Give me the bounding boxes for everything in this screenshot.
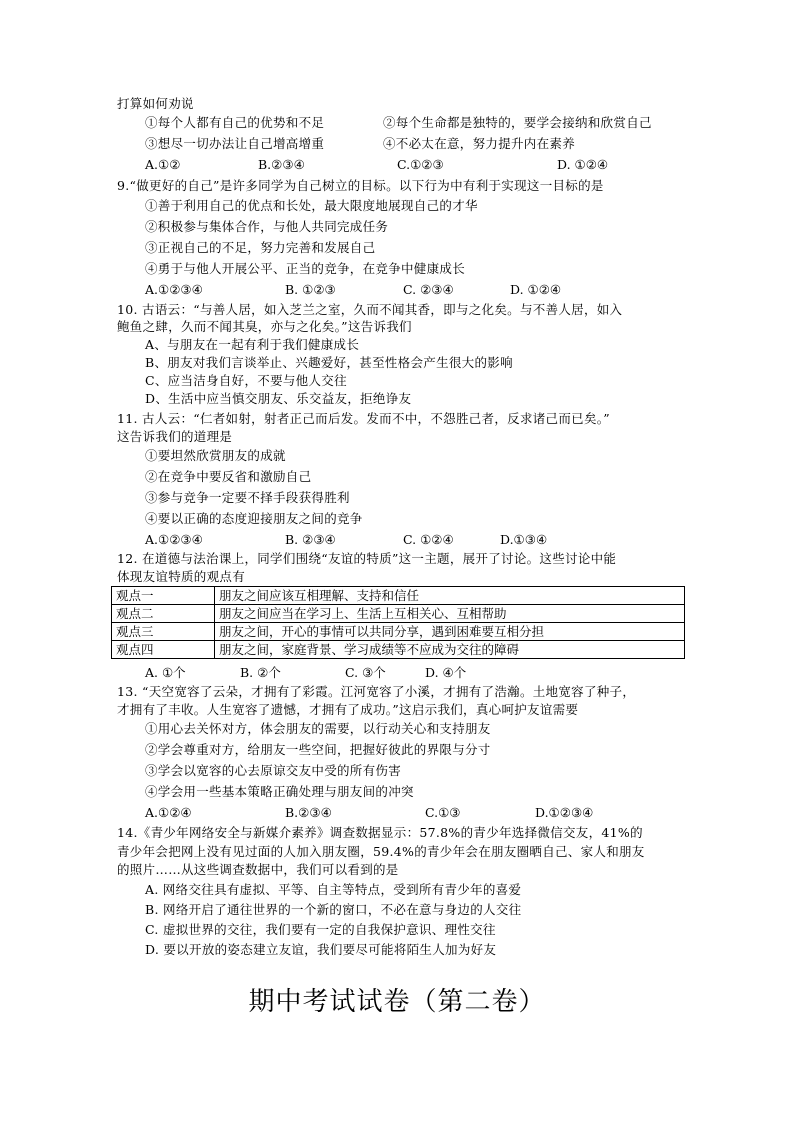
q13-option-b: B.②③④ bbox=[285, 805, 332, 820]
q12-option-d: D. ④个 bbox=[425, 665, 467, 680]
q8-item-3: ③想尽一切办法让自己增高增重 bbox=[145, 136, 325, 151]
q12-stem-line-1: 12. 在道德与法治课上，同学们围绕“友谊的特质”这一主题，展开了讨论。这些讨论中能 bbox=[117, 551, 617, 566]
intro-line: 打算如何劝说 bbox=[117, 96, 194, 111]
q8-item-2: ②每个生命都是独特的，要学会接纳和欣赏自己 bbox=[383, 115, 652, 130]
table-row bbox=[112, 587, 685, 605]
q11-stem-line-2: 这告诉我们的道理是 bbox=[117, 429, 233, 444]
q9-item-4: ④勇于与他人开展公平、正当的竞争，在竞争中健康成长 bbox=[145, 261, 466, 276]
q9-item-2: ②积极参与集体合作，与他人共同完成任务 bbox=[145, 219, 389, 234]
q9-option-b: B. ①②③ bbox=[285, 282, 336, 297]
table-row bbox=[112, 623, 685, 641]
q13-item-3: ③学会以宽容的心去原谅交友中受的所有伤害 bbox=[145, 763, 402, 778]
q14-option-b: B. 网络开启了通往世界的一个新的窗口，不必在意与身边的人交往 bbox=[145, 902, 522, 917]
q10-stem-line-1: 10. 古语云：“与善人居，如入芝兰之室，久而不闻其香，即与之化矣。与不善人居，如入 bbox=[117, 302, 623, 317]
q13-option-c: C.①③ bbox=[425, 805, 461, 820]
q10-option-c: C、应当洁身自好，不要与他人交往 bbox=[145, 373, 347, 388]
q13-item-1: ①用心去关怀对方，体会朋友的需要，以行动关心和支持朋友 bbox=[145, 721, 491, 736]
q11-item-2: ②在竞争中要反省和激励自己 bbox=[145, 469, 312, 484]
q11-item-4: ④要以正确的态度迎接朋友之间的竞争 bbox=[145, 511, 363, 526]
q8-option-d: D. ①②④ bbox=[557, 157, 609, 172]
viewpoint-text: 朋友之间，开心的事情可以共同分享，遇到困难要互相分担 bbox=[215, 623, 685, 641]
section-title: 期中考试试卷（第二卷） bbox=[248, 987, 546, 1017]
q8-option-c: C.①②③ bbox=[397, 157, 444, 172]
q12-option-b: B. ②个 bbox=[240, 665, 281, 680]
q13-option-a: A.①②④ bbox=[145, 805, 192, 820]
viewpoint-text: 朋友之间，家庭背景、学习成绩等不应成为交往的障碍 bbox=[215, 641, 685, 659]
table-row bbox=[112, 605, 685, 623]
q10-option-a: A、与朋友在一起有利于我们健康成长 bbox=[145, 337, 360, 352]
viewpoint-label: 观点二 bbox=[112, 605, 215, 623]
q9-item-3: ③正视自己的不足，努力完善和发展自己 bbox=[145, 240, 376, 255]
q14-option-a: A. 网络交往具有虚拟、平等、自主等特点，受到所有青少年的喜爱 bbox=[145, 882, 522, 897]
q14-option-c: C. 虚拟世界的交往，我们要有一定的自我保护意识、理性交往 bbox=[145, 922, 496, 937]
q14-option-d: D. 要以开放的姿态建立友谊，我们要尽可能将陌生人加为好友 bbox=[145, 942, 497, 957]
q10-option-b: B、朋友对我们言谈举止、兴趣爱好，甚至性格会产生很大的影响 bbox=[145, 355, 513, 370]
q11-option-b: B. ②③④ bbox=[285, 532, 336, 547]
q8-item-1: ①每个人都有自己的优势和不足 bbox=[145, 115, 325, 130]
viewpoint-label: 观点三 bbox=[112, 623, 215, 641]
q14-stem-line-1: 14.《青少年网络安全与新媒介素养》调查数据显示：57.8%的青少年选择微信交友，41%的 bbox=[117, 825, 643, 840]
q9-option-d: D. ①②④ bbox=[510, 282, 562, 297]
viewpoint-label: 观点一 bbox=[112, 587, 215, 605]
q13-item-2: ②学会尊重对方，给朋友一些空间，把握好彼此的界限与分寸 bbox=[145, 742, 491, 757]
q13-option-d: D.①②③④ bbox=[535, 805, 594, 820]
q13-item-4: ④学会用一些基本策略正确处理与朋友间的冲突 bbox=[145, 784, 414, 799]
q9-item-1: ①善于利用自己的优点和长处，最大限度地展现自己的才华 bbox=[145, 198, 478, 213]
q9-stem: 9.“做更好的自己”是许多同学为自己树立的目标。以下行为中有利于实现这一目标的是 bbox=[117, 178, 604, 193]
viewpoints-table bbox=[111, 586, 685, 659]
q14-stem-line-2: 青少年会把网上没有见过面的人加入朋友圈，59.4%的青少年会在朋友圈晒自己、家人和朋友 bbox=[117, 844, 645, 859]
q11-item-1: ①要坦然欣赏朋友的成就 bbox=[145, 448, 286, 463]
q9-option-a: A.①②③④ bbox=[145, 282, 203, 297]
q12-stem-line-2: 体现友谊特质的观点有 bbox=[117, 569, 246, 584]
q14-stem-line-3: 的照片……从这些调查数据中，我们可以看到的是 bbox=[117, 862, 399, 877]
q8-option-b: B.②③④ bbox=[258, 157, 305, 172]
q11-option-d: D.①③④ bbox=[500, 532, 548, 547]
viewpoint-text: 朋友之间应当在学习上、生活上互相关心、互相帮助 bbox=[215, 605, 685, 623]
q9-option-c: C. ②③④ bbox=[403, 282, 454, 297]
q12-option-c: C. ③个 bbox=[345, 665, 386, 680]
q11-item-3: ③参与竞争一定要不择手段获得胜利 bbox=[145, 490, 350, 505]
q10-option-d: D、生活中应当慎交朋友、乐交益友，拒绝诤友 bbox=[145, 391, 412, 406]
q8-option-a: A.①② bbox=[145, 157, 181, 172]
q11-stem-line-1: 11. 古人云：“仁者如射，射者正己而后发。发而不中，不怨胜己者，反求诸己而已矣。” bbox=[117, 411, 610, 426]
q10-stem-line-2: 鲍鱼之肆，久而不闻其臭，亦与之化矣。”这告诉我们 bbox=[117, 319, 412, 334]
q8-item-4: ④不必太在意，努力提升内在素养 bbox=[383, 136, 576, 151]
viewpoint-text: 朋友之间应该互相理解、支持和信任 bbox=[215, 587, 685, 605]
table-row bbox=[112, 641, 685, 659]
q11-option-a: A.①②③④ bbox=[145, 532, 203, 547]
q13-stem-line-1: 13. “天空宽容了云朵，才拥有了彩霞。江河宽容了小溪，才拥有了浩瀚。土地宽容了种子， bbox=[117, 684, 636, 699]
q12-option-a: A. ①个 bbox=[145, 665, 186, 680]
q11-option-c: C. ①②④ bbox=[403, 532, 454, 547]
q13-stem-line-2: 才拥有了丰收。人生宽容了遗憾，才拥有了成功。”这启示我们，真心呵护友谊需要 bbox=[117, 702, 579, 717]
viewpoint-label: 观点四 bbox=[112, 641, 215, 659]
